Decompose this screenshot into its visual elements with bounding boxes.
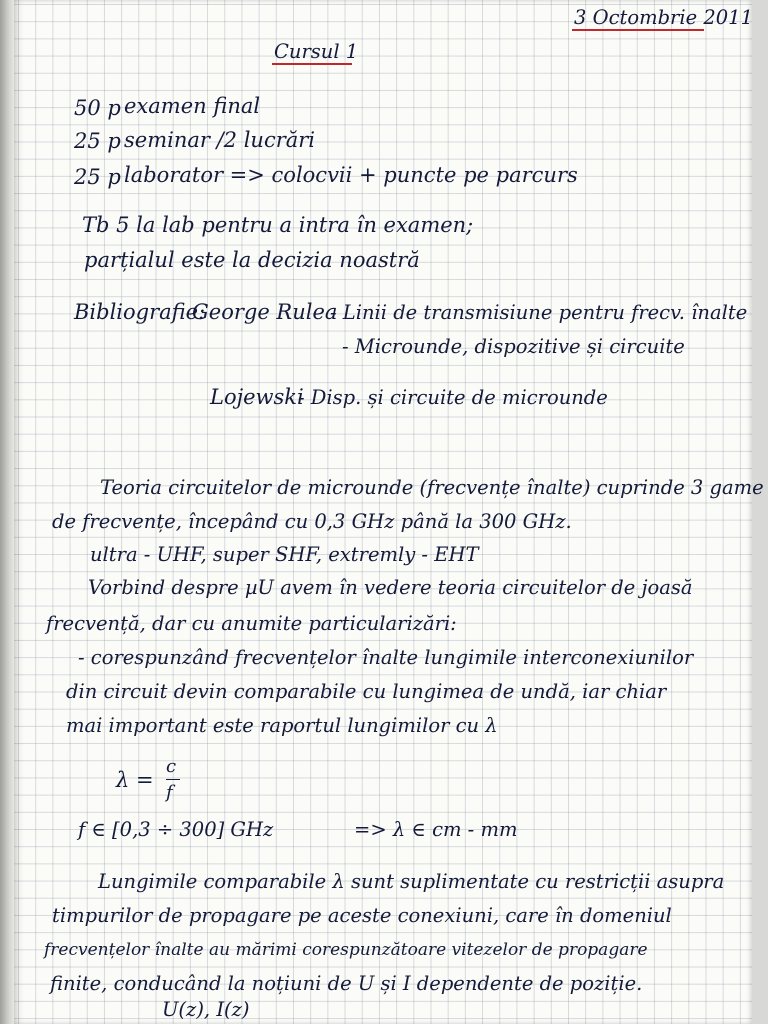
body-line: Teoria circuitelor de microunde (frecvențe înalte) cuprinde 3 game — [100, 476, 764, 499]
body-line: ultra - UHF, super SHF, extremly - EHT — [90, 543, 479, 566]
rule-line: parțialul este la decizia noastră — [84, 248, 420, 272]
formula-denominator: f — [166, 782, 173, 803]
body-line: de frecvențe, începând cu 0,3 GHz până la 300 GHz. — [52, 510, 572, 533]
body-line: frecvență, dar cu anumite particularizări: — [46, 612, 457, 635]
range-right: => λ ∈ cm - mm — [354, 818, 518, 841]
grading-points: 50 p — [74, 96, 121, 120]
closing-line: finite, conducând la noțiuni de U și I dependente de poziție. — [50, 972, 643, 995]
notebook-page — [12, 0, 764, 1024]
date-underline — [572, 29, 704, 31]
notebook-binding — [0, 0, 14, 1024]
closing-line: frecvențelor înalte au mărimi corespunzătoare vitezelor de propagare — [44, 940, 648, 960]
closing-line: timpurilor de propagare pe aceste conexiuni, care în domeniul — [52, 904, 672, 927]
fraction-bar — [166, 779, 180, 780]
grading-text: laborator => colocvii + puncte pe parcurs — [124, 163, 578, 187]
bibliography-work: - Linii de transmisiune pentru frecv. înalte — [330, 301, 748, 324]
bibliography-label: Bibliografie: — [74, 300, 206, 324]
footer-symbols: U(z), I(z) — [162, 998, 250, 1021]
closing-line: Lungimile comparabile λ sunt suplimentate cu restricții asupra — [98, 870, 725, 893]
course-title: Cursul 1 — [274, 40, 359, 63]
grading-points: 25 p — [74, 165, 121, 189]
rule-line: Tb 5 la lab pentru a intra în examen; — [82, 213, 474, 237]
bibliography-author: Lojewski — [210, 385, 304, 409]
body-line: Vorbind despre µU avem în vedere teoria circuitelor de joasă — [88, 576, 693, 599]
body-line: mai important este raportul lungimilor cu λ — [66, 714, 498, 737]
bibliography-work: - Disp. și circuite de microunde — [298, 386, 608, 409]
formula-fraction — [166, 756, 184, 802]
grading-text: seminar /2 lucrări — [124, 128, 316, 152]
formula-lhs: λ = — [116, 768, 154, 792]
formula-numerator: c — [166, 756, 177, 777]
course-title-underline — [272, 63, 352, 65]
range-left: f ∈ [0,3 ÷ 300] GHz — [78, 818, 274, 841]
grading-points: 25 p — [74, 129, 121, 153]
body-line: - corespunzând frecvențelor înalte lungimile interconexiunilor — [78, 646, 694, 669]
grading-text: examen final — [124, 94, 261, 118]
bibliography-author: George Rulea — [192, 300, 338, 324]
bibliography-work: - Microunde, dispozitive și circuite — [342, 335, 685, 358]
date: 3 Octombrie 2011 — [574, 6, 753, 29]
body-line: din circuit devin comparabile cu lungimea de undă, iar chiar — [66, 680, 667, 703]
